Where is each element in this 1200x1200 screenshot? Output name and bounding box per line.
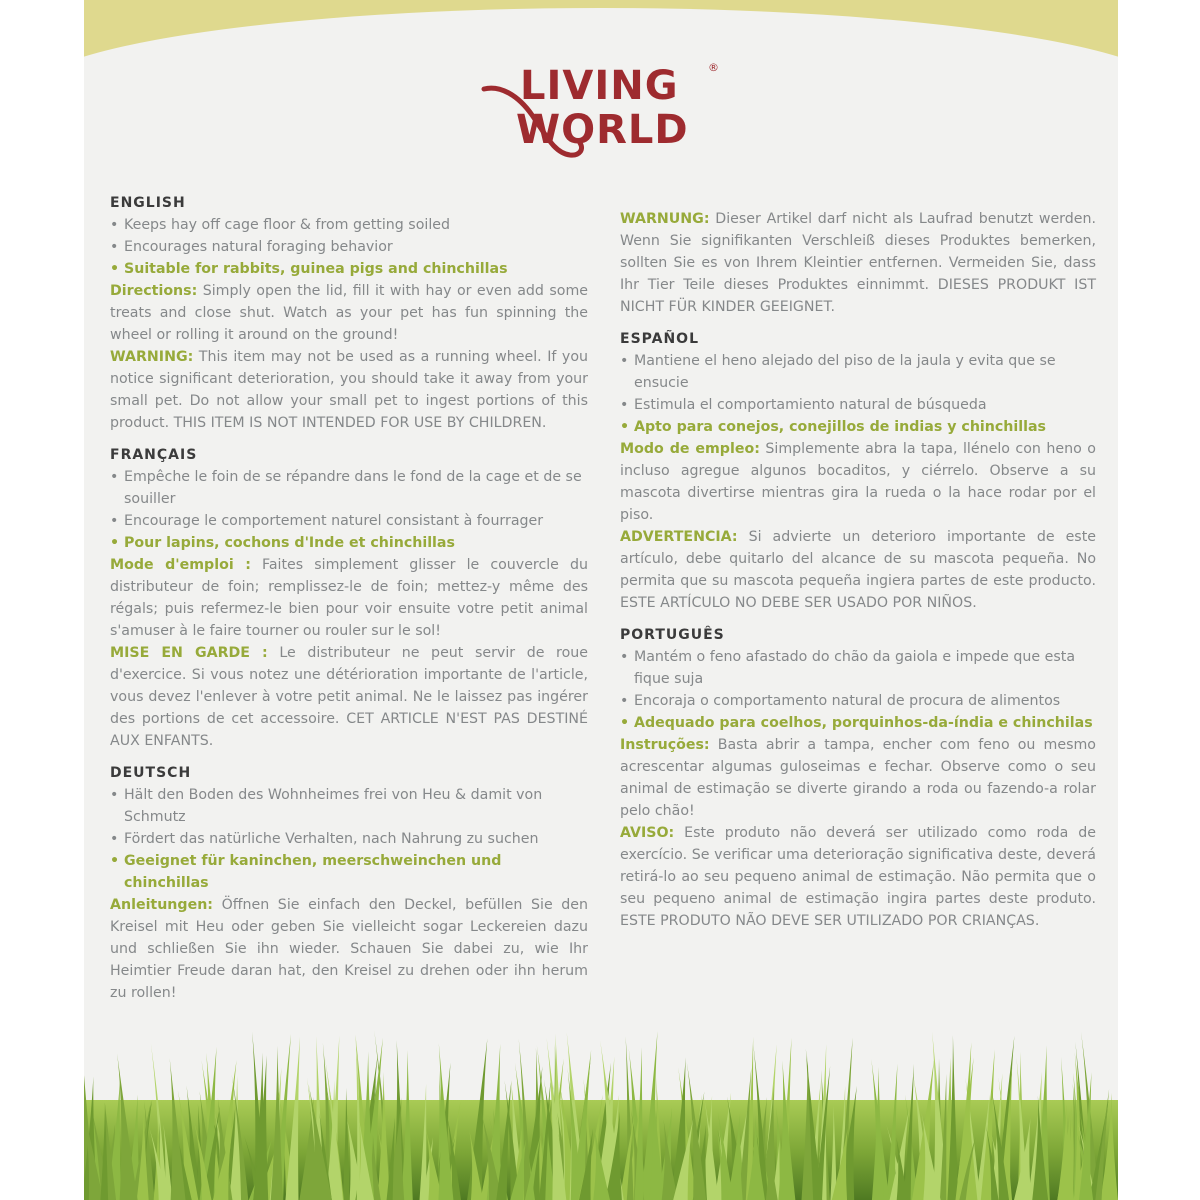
right-column xyxy=(620,208,1096,940)
directions-paragraph xyxy=(620,734,1096,822)
heading-francais: FRANÇAIS xyxy=(110,447,198,463)
heading-portugues: PORTUGUÊS xyxy=(620,627,725,643)
directions-label: Anleitungen: xyxy=(110,897,213,913)
suitable-item: • Apto para conejos, conejillos de indias y chinchillas xyxy=(620,416,1096,438)
list-item: • Hält den Boden des Wohnheimes frei von Heu & damit von Schmutz xyxy=(110,784,588,828)
bullet-list-francais xyxy=(110,466,588,554)
warning-paragraph xyxy=(620,822,1096,932)
list-item: • Keeps hay off cage floor & from getting soiled xyxy=(110,214,588,236)
directions-text: Basta abrir a tampa, encher com feno ou mesmo acrescentar algumas guloseimas e fechar. Observe como o seu animal de estimação se diverte girando a roda ou fazendo-a rolar pelo chão! xyxy=(620,737,1096,819)
directions-paragraph xyxy=(110,554,588,642)
warning-text: Dieser Artikel darf nicht als Laufrad benutzt werden. Wenn Sie signifikanten Verschleiß dieses Produktes bemerken, sollten Sie es von Ihrem Kleintier entfernen. Vermeiden Sie, dass Ihr Tier Teile dieses Produktes einnimmt. DIESES PRODUKT IST NICHT FÜR KINDER GEEIGNET. xyxy=(620,211,1096,315)
list-item: • Mantiene el heno alejado del piso de la jaula y evita que se ensucie xyxy=(620,350,1096,394)
suitable-item: • Adequado para coelhos, porquinhos-da-índia e chinchilas xyxy=(620,712,1096,734)
section-deutsch xyxy=(110,760,588,1004)
warning-label: WARNING: xyxy=(110,349,194,365)
list-item: • Encoraja o comportamento natural de procura de alimentos xyxy=(620,690,1096,712)
list-item: • Encourages natural foraging behavior xyxy=(110,236,588,258)
warning-label: MISE EN GARDE : xyxy=(110,645,268,661)
list-item: • Estimula el comportamiento natural de búsqueda xyxy=(620,394,1096,416)
logo-line-2: WORLD xyxy=(516,107,689,153)
list-item: • Encourage le comportement naturel consistant à fourrager xyxy=(110,510,588,532)
warning-paragraph xyxy=(620,526,1096,614)
section-espanol xyxy=(620,326,1096,614)
warning-text: Si advierte un deterioro importante de este artículo, debe quitarlo del alcance de su mascota pequeña. No permita que su mascota pequeña ingiera partes de este producto. ESTE ARTÍCULO NO DEBE SER USADO POR NIÑOS. xyxy=(620,529,1096,611)
directions-label: Modo de empleo: xyxy=(620,441,760,457)
heading-deutsch: DEUTSCH xyxy=(110,765,192,781)
bullet-list-espanol xyxy=(620,350,1096,438)
directions-paragraph xyxy=(110,894,588,1004)
heading-english: ENGLISH xyxy=(110,195,186,211)
directions-label: Instruções: xyxy=(620,737,710,753)
suitable-item: • Geeignet für kaninchen, meerschweinchen und chinchillas xyxy=(110,850,588,894)
living-world-logo xyxy=(480,55,725,165)
list-item: • Mantém o feno afastado do chão da gaiola e impede que esta fique suja xyxy=(620,646,1096,690)
directions-paragraph xyxy=(620,438,1096,526)
suitable-item: • Suitable for rabbits, guinea pigs and chinchillas xyxy=(110,258,588,280)
directions-label: Directions: xyxy=(110,283,198,299)
warning-paragraph xyxy=(110,642,588,752)
warning-text: Este produto não deverá ser utilizado como roda de exercício. Se verificar uma deterioração significativa deste, deverá retirá-lo ao seu pequeno animal de estimação. Não permita que o seu pequeno animal de estimação ingira partes deste produto. ESTE PRODUTO NÃO DEVE SER UTILIZADO POR CRIANÇAS. xyxy=(620,825,1096,929)
left-column xyxy=(110,190,588,1012)
directions-text: Simply open the lid, fill it with hay or even add some treats and close shut. Watch as your pet has fun spinning the wheel or rolling it around on the ground! xyxy=(110,283,588,343)
section-portugues xyxy=(620,622,1096,932)
warning-text: Le distributeur ne peut servir de roue d'exercice. Si vous notez une détérioration importante de l'article, vous devez l'enlever à votre petit animal. Ne le laissez pas ingérer des portions de cet accessoire. CET ARTICLE N'EST PAS DESTINÉ AUX ENFANTS. xyxy=(110,645,588,749)
suitable-item: • Pour lapins, cochons d'Inde et chinchillas xyxy=(110,532,588,554)
section-francais xyxy=(110,442,588,752)
section-deutsch-warning xyxy=(620,208,1096,318)
directions-text: Simplemente abra la tapa, llénelo con heno o incluso agregue algunos bocaditos, y ciérrelo. Observe a su mascota divertirse mientras gira la rueda o la hace rodar por el piso. xyxy=(620,441,1096,523)
warning-label: ADVERTENCIA: xyxy=(620,529,738,545)
list-item: • Empêche le foin de se répandre dans le fond de la cage et de se souiller xyxy=(110,466,588,510)
bullet-list-portugues xyxy=(620,646,1096,734)
directions-paragraph xyxy=(110,280,588,346)
grass-illustration xyxy=(84,1030,1118,1200)
heading-espanol: ESPAÑOL xyxy=(620,331,699,347)
warning-paragraph xyxy=(620,208,1096,318)
warning-paragraph xyxy=(110,346,588,434)
list-item: • Fördert das natürliche Verhalten, nach Nahrung zu suchen xyxy=(110,828,588,850)
warning-label: WARNUNG: xyxy=(620,211,710,227)
directions-text: Öffnen Sie einfach den Deckel, befüllen Sie den Kreisel mit Heu oder geben Sie vielleicht sogar Leckereien dazu und schließen Sie ihn wieder. Schauen Sie dabei zu, wie Ihr Heimtier Freude daran hat, den Kreisel zu drehen oder ihn herum zu rollen! xyxy=(110,897,588,1001)
warning-text: This item may not be used as a running wheel. If you notice significant deterioration, you should take it away from your small pet. Do not allow your small pet to ingest portions of this product. THIS ITEM IS NOT INTENDED FOR USE BY CHILDREN. xyxy=(110,349,588,431)
section-english xyxy=(110,190,588,434)
bullet-list-english xyxy=(110,214,588,280)
bullet-list-deutsch xyxy=(110,784,588,894)
logo-registered-mark: ® xyxy=(708,61,719,74)
warning-label: AVISO: xyxy=(620,825,675,841)
logo-line-1: LIVING xyxy=(520,63,679,109)
directions-label: Mode d'emploi : xyxy=(110,557,251,573)
directions-text: Faites simplement glisser le couvercle du distributeur de foin; remplissez-le de foin; mettez-y même des régals; puis refermez-le bien pour voir ensuite votre petit animal s'amuser à le faire tourner ou rouler sur le sol! xyxy=(110,557,588,639)
